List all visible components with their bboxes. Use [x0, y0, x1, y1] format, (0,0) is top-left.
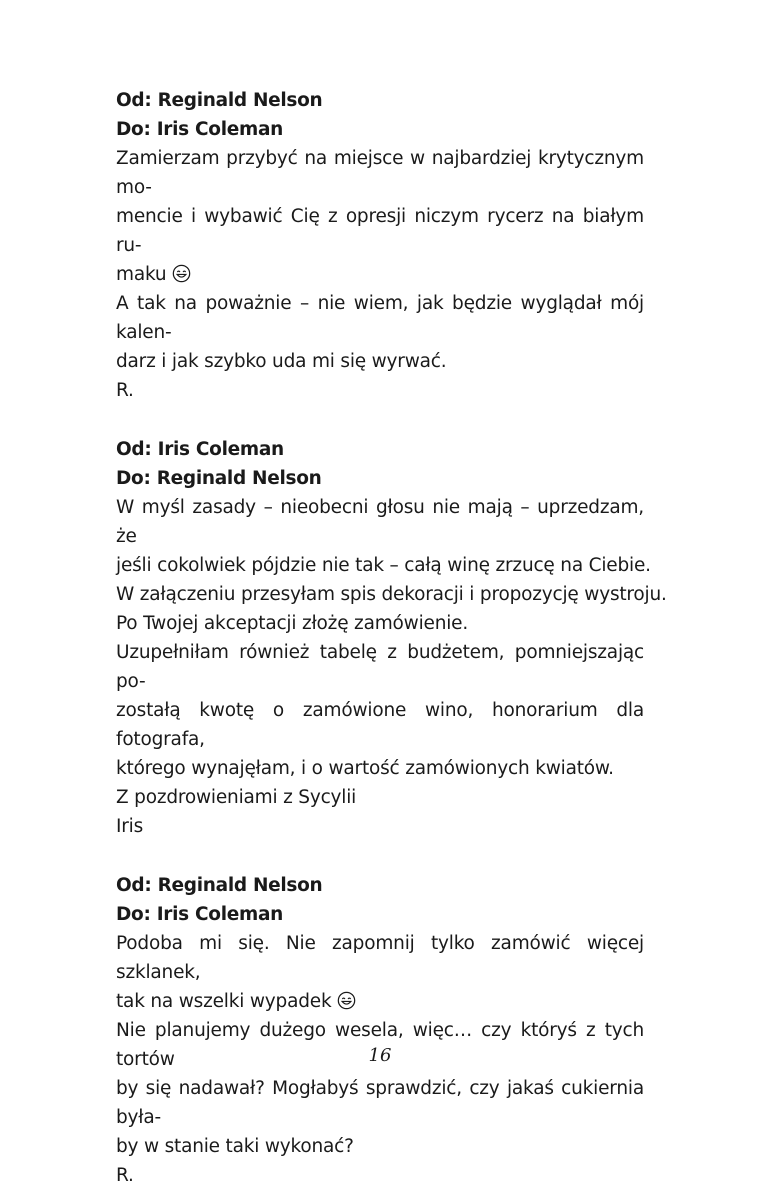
body-text: Uzupełniłam również tabelę z budżetem, pomniejszając po-: [116, 642, 644, 692]
body-line: [116, 347, 644, 376]
body-line: [116, 551, 651, 580]
email-from: Od: Reginald Nelson: [116, 90, 323, 111]
email-from: Od: Iris Coleman: [116, 439, 284, 460]
body-line: [116, 638, 644, 696]
body-text: Po Twojej akceptacji złożę zamówienie.: [116, 613, 469, 634]
body-text: jeśli cokolwiek pójdzie nie tak – całą winę zrzucę na Ciebie.: [116, 555, 651, 576]
body-line: [116, 754, 644, 783]
email-message: [116, 435, 667, 841]
body-line: [116, 696, 644, 754]
body-text: którego wynajęłam, i o wartość zamówionych kwiatów.: [116, 758, 614, 779]
body-text: A tak na poważnie – nie wiem, jak będzie wyglądał mój kalen-: [116, 293, 644, 343]
body-line: [116, 609, 644, 638]
page-number: 16: [368, 1045, 392, 1066]
body-line: [116, 289, 644, 347]
email-to: Do: Iris Coleman: [116, 119, 284, 140]
smiley-face-icon: [172, 263, 191, 282]
body-text: zostałą kwotę o zamówione wino, honorarium dla fotografa,: [116, 700, 644, 750]
body-text: darz i jak szybko uda mi się wyrwać.: [116, 351, 447, 372]
body-text: R.: [116, 380, 134, 401]
body-text: W myśl zasady – nieobecni głosu nie mają – uprzedzam, że: [116, 497, 644, 547]
body-text: mencie i wybawić Cię z opresji niczym rycerz na białym ru-: [116, 206, 644, 256]
body-text: Nie planujemy dużego wesela, więc… czy któryś z tych tortów: [116, 1020, 644, 1070]
body-text: maku: [116, 264, 167, 285]
body-text: Iris: [116, 816, 144, 837]
body-line: [116, 987, 644, 1016]
body-line: [116, 929, 644, 987]
body-line: [116, 1161, 644, 1190]
body-line: [116, 812, 644, 841]
body-line: [116, 580, 667, 609]
body-text: Podoba mi się. Nie zapomnij tylko zamówić więcej szklanek,: [116, 933, 644, 983]
body-text: by się nadawał? Mogłabyś sprawdzić, czy jakaś cukiernia była-: [116, 1078, 644, 1128]
body-text: W załączeniu przesyłam spis dekoracji i propozycję wystroju.: [116, 584, 667, 605]
body-line: [116, 493, 644, 551]
body-line: [116, 376, 644, 405]
body-line: [116, 1132, 644, 1161]
body-text: Zamierzam przybyć na miejsce w najbardziej krytycznym mo-: [116, 148, 644, 198]
body-line: [116, 783, 644, 812]
body-text: by w stanie taki wykonać?: [116, 1136, 354, 1157]
email-message: [116, 871, 644, 1190]
page-content: [116, 86, 667, 1190]
email-to: Do: Iris Coleman: [116, 904, 284, 925]
email-message: [116, 86, 644, 405]
body-line: [116, 260, 644, 289]
body-line: [116, 1074, 644, 1132]
smiley-face-icon: [337, 990, 356, 1009]
body-line: [116, 202, 644, 260]
email-from: Od: Reginald Nelson: [116, 875, 323, 896]
body-text: tak na wszelki wypadek: [116, 991, 332, 1012]
body-text: Z pozdrowieniami z Sycylii: [116, 787, 357, 808]
body-text: R.: [116, 1165, 134, 1186]
body-line: [116, 144, 644, 202]
email-to: Do: Reginald Nelson: [116, 468, 322, 489]
